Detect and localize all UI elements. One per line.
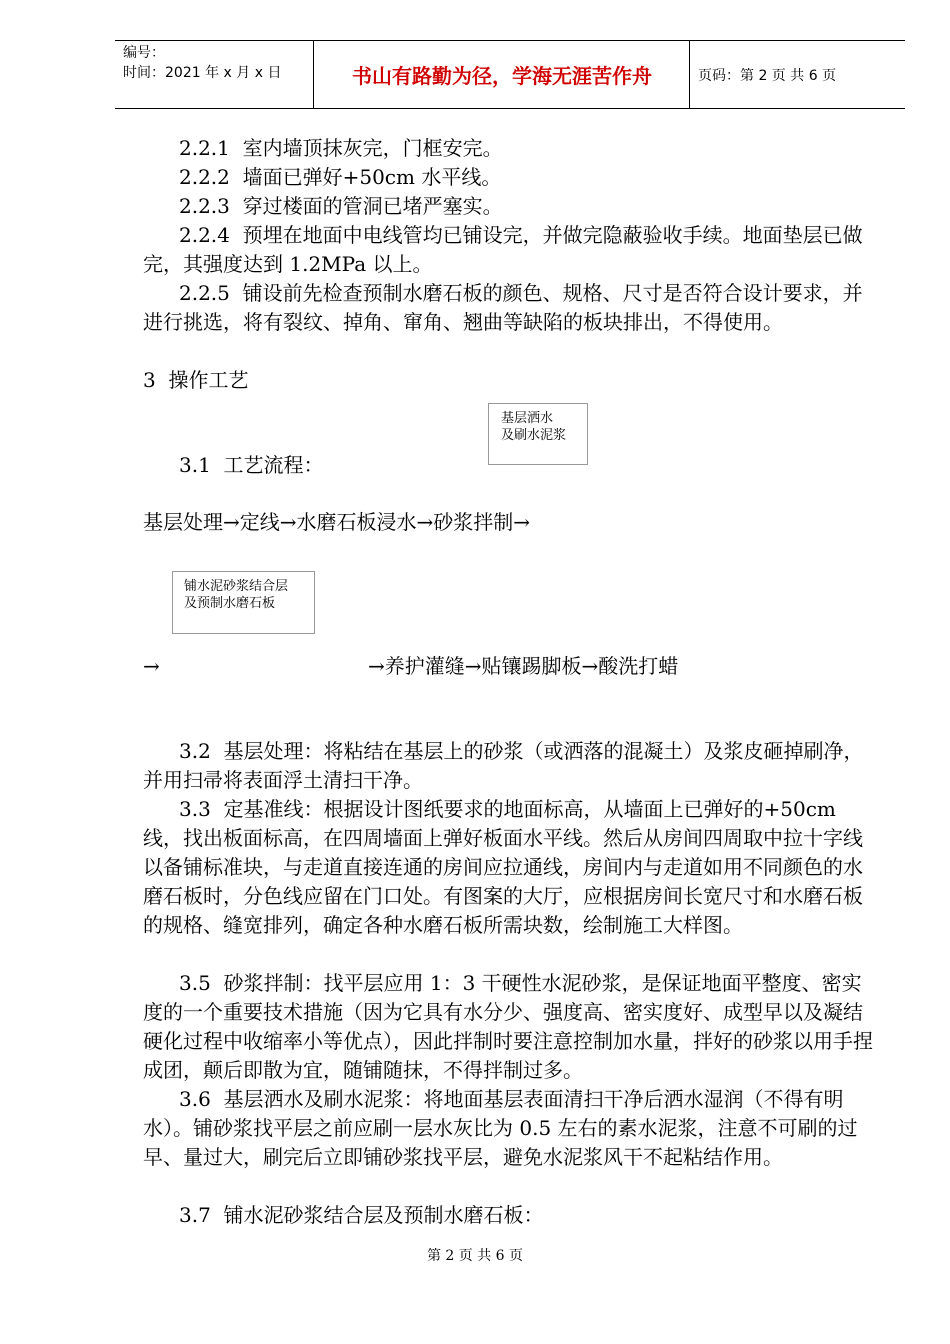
paragraph-2-2-5: 2.2.5 铺设前先检查预制水磨石板的颜色、规格、尺寸是否符合设计要求，并进行挑选，将有裂纹、掉角、窜角、翘曲等缺陷的板块排出，不得使用。 — [143, 281, 863, 334]
flow-box-mortar-layer: 铺水泥砂浆结合层 及预制水磨石板 — [172, 571, 315, 634]
time-label: 时间：2021 年 x 月 x 日 — [123, 65, 282, 81]
paragraph-3-5: 3.5 砂浆拌制：找平层应用 1：3 干硬性水泥砂浆，是保证地面平整度、密实度的一个重要技术措施（因为它具有水分少、强度高、密实度好、成型早以及凝结硬化过程中收缩率小等优点），因此拌制时要注意控制加水量，拌好的砂浆以用手捏成团，颠后即散为宜，随铺随抹，不得拌制过多。 — [143, 971, 873, 1082]
page-header — [115, 40, 905, 109]
paragraph-2-2-3: 2.2.3 穿过楼面的管洞已堵严塞实。 — [179, 194, 503, 218]
page-footer: 第 2 页 共 6 页 — [426, 1248, 524, 1264]
paragraph-3-7: 3.7 铺水泥砂浆结合层及预制水磨石板： — [179, 1203, 544, 1227]
paragraph-2-2-4: 2.2.4 预埋在地面中电线管均已铺设完，并做完隐蔽验收手续。地面垫层已做完，其强度达到 1.2MPa 以上。 — [143, 223, 863, 276]
flow-arrow: → — [143, 654, 160, 678]
flow-heading: 3.1 工艺流程： — [179, 453, 324, 477]
header-motto: 书山有路勤为径，学海无涯苦作舟 — [315, 41, 690, 108]
header-page-label: 页码：第 2 页 共 6 页 — [698, 67, 837, 84]
paragraph-2-2-2: 2.2.2 墙面已弹好+50cm 水平线。 — [179, 165, 502, 189]
flow-line-2: →养护灌缝→贴镶踢脚板→酸洗打蜡 — [368, 654, 679, 678]
header-meta — [115, 41, 314, 108]
flow-line-1: 基层处理→定线→水磨石板浸水→砂浆拌制→ — [143, 510, 531, 534]
section-heading-3: 3 操作工艺 — [143, 368, 249, 392]
flow-box-watering: 基层洒水 及刷水泥浆 — [488, 403, 588, 465]
paragraph-3-2: 3.2 基层处理：将粘结在基层上的砂浆（或洒落的混凝土）及浆皮砸掉刷净，并用扫帚将表面浮土清扫干净。 — [143, 739, 864, 792]
paragraph-3-3: 3.3 定基准线：根据设计图纸要求的地面标高，从墙面上已弹好的+50cm 线，找出板面标高，在四周墙面上弹好板面水平线。然后从房间四周取中拉十字线以备铺标准块，与走道直接连通的房间应拉通线，房间内与走道如用不同颜色的水磨石板时，分色线应留在门口处。有图案的大厅，应根据房间长宽尺寸和水磨石板的规格、缝宽排列，确定各种水磨石板所需块数，绘制施工大样图。 — [143, 797, 863, 937]
paragraph-3-6: 3.6 基层洒水及刷水泥浆：将地面基层表面清扫干净后洒水湿润（不得有明水）。铺砂浆找平层之前应刷一层水灰比为 0.5 左右的素水泥浆，注意不可刷的过早、量过大，刷完后立即铺砂浆找平层，避免水泥浆风干不起粘结作用。 — [143, 1087, 858, 1169]
number-label: 编号： — [123, 45, 165, 61]
paragraph-2-2-1: 2.2.1 室内墙顶抹灰完，门框安完。 — [179, 136, 503, 160]
